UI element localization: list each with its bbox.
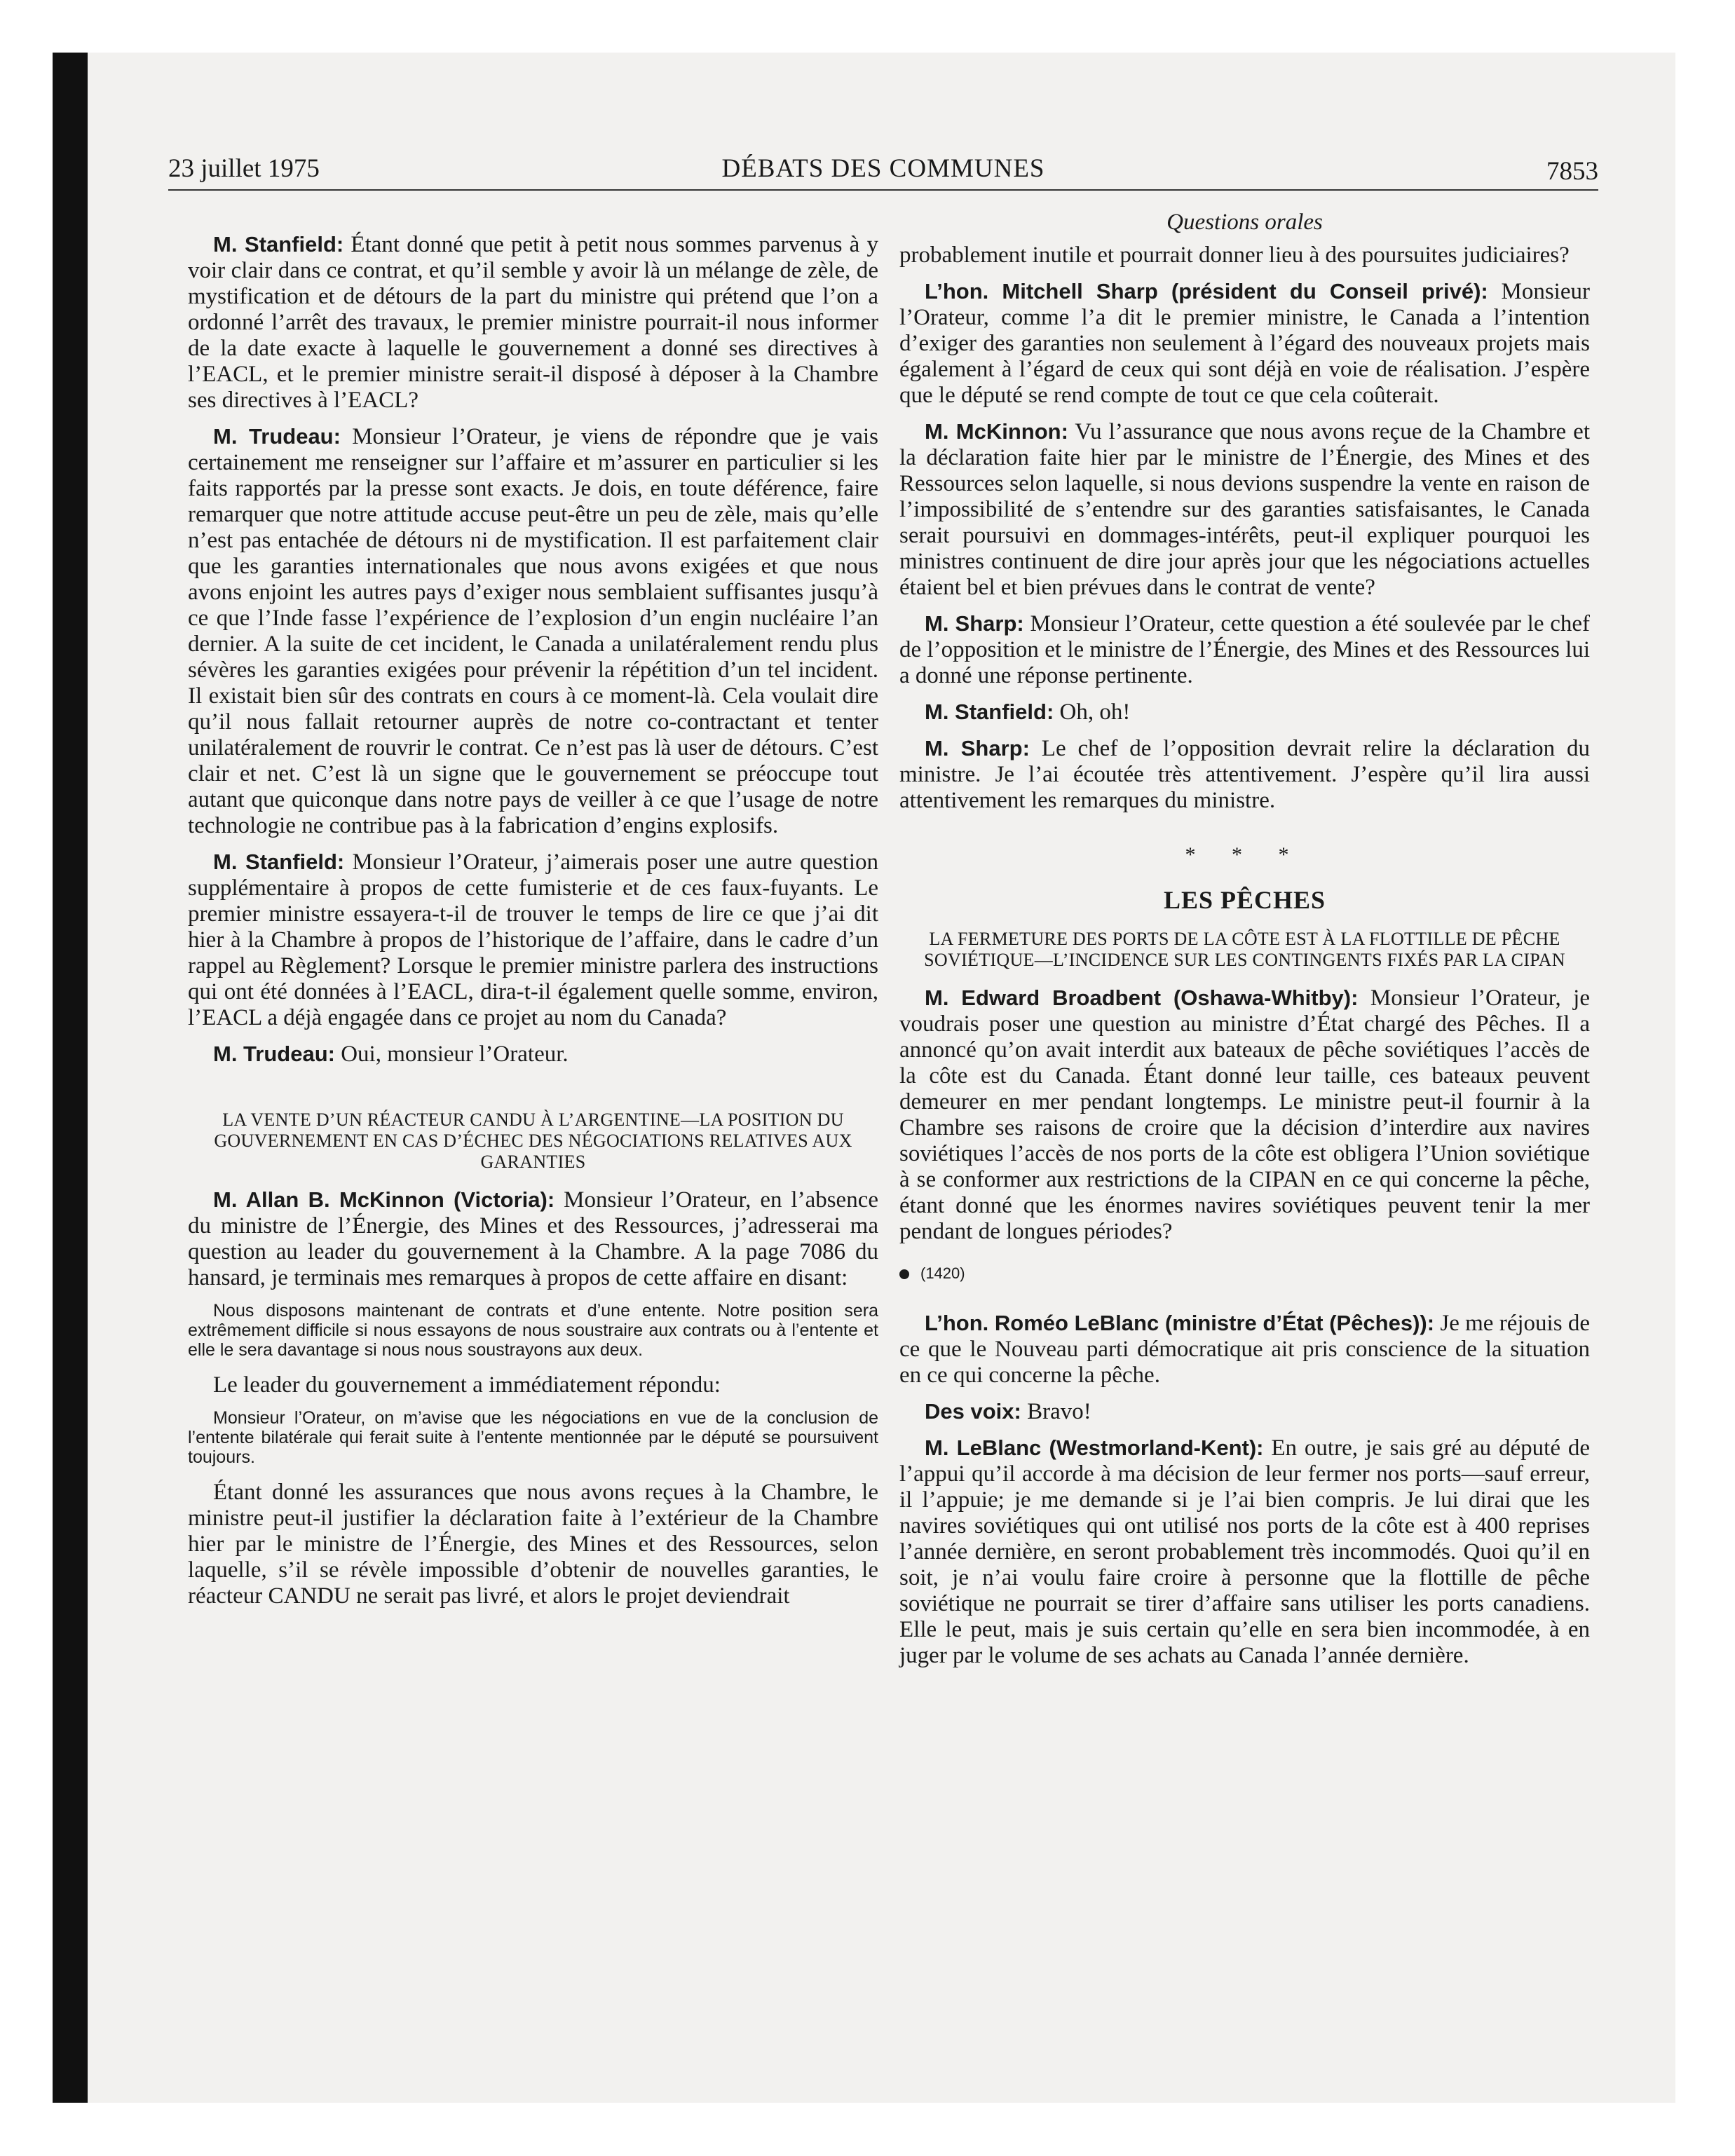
paragraph: Le leader du gouvernement a immédiatement répondu: xyxy=(213,1372,721,1398)
paragraph xyxy=(188,1187,878,1291)
paragraph xyxy=(188,231,878,414)
header-title: DÉBATS DES COMMUNES xyxy=(721,154,1045,183)
paragraph xyxy=(899,735,1590,814)
speaker-name: M. Stanfield: xyxy=(925,700,1054,724)
speech-text: Monsieur l’Orateur, en l’absence du ministre de l’Énergie, des Mines et des Ressources, j’adresserai ma question au leader du gouvernement à la Chambre. A la page 7086 du hansard, je terminais mes remarques à propos de cette affaire en disant: xyxy=(188,1187,878,1290)
timestamp xyxy=(899,1260,1590,1286)
speaker-name: M. Stanfield: xyxy=(213,232,344,257)
speaker-name: L’hon. Roméo LeBlanc (ministre d’État (Pêches)): xyxy=(925,1311,1435,1335)
section-title: LES PÊCHES xyxy=(1163,886,1326,914)
scan-edge xyxy=(53,53,88,2103)
paragraph xyxy=(899,1310,1590,1389)
paragraph xyxy=(188,849,878,1031)
page-header xyxy=(168,150,1598,191)
paragraph: probablement inutile et pourrait donner lieu à des poursuites judiciaires? xyxy=(899,243,1570,268)
speaker-name: M. Stanfield: xyxy=(213,850,345,874)
speech-text: Le chef de l’opposition devrait relire la déclaration du ministre. Je l’ai écoutée très attentivement. J’espère qu’il lira aussi attentivement les remarques du ministre. xyxy=(899,736,1590,813)
right-column xyxy=(899,210,1590,1679)
paragraph xyxy=(899,278,1590,409)
section-label: Questions orales xyxy=(1166,210,1323,235)
page-number: 7853 xyxy=(1546,157,1598,186)
speaker-name: M. Allan B. McKinnon (Victoria): xyxy=(213,1187,555,1212)
speaker-name: M. McKinnon: xyxy=(925,419,1068,444)
separator-stars: * * * xyxy=(1185,843,1305,866)
speech-text: Oh, oh! xyxy=(1054,700,1131,725)
speaker-name: M. Sharp: xyxy=(925,611,1024,636)
speech-text: Étant donné que petit à petit nous sommes parvenus à y voir clair dans ce contrat, et qu’il semble y avoir là un mélange de zèle, de mystification et de détours de la part du ministre qui prétend que l’on a ordonné l’arrêt des travaux, le premier ministre pourrait-il nous informer de la date exacte à laquelle le gouvernement a donné ses directives à l’EACL, et le premier ministre serait-il disposé à déposer à la Chambre ses directives à l’EACL? xyxy=(188,232,878,413)
bullet-icon xyxy=(899,1269,909,1279)
paragraph xyxy=(899,418,1590,601)
speech-text: Bravo! xyxy=(1021,1399,1091,1424)
speaker-name: M. Sharp: xyxy=(925,736,1030,760)
speaker-name: M. Trudeau: xyxy=(213,1042,335,1066)
block-quote xyxy=(188,1408,878,1467)
speech-text: Monsieur l’Orateur, j’aimerais poser une autre question supplémentaire à propos de cette fumisterie et de ces faux-fuyants. Le premier ministre essayera-t-il de trouver le temps de lire ce que j’ai dit hier à la Chambre à propos de l’historique de l’affaire, dans le cadre d’un rappel au Règlement? Lorsque le premier ministre parlera des instructions qui ont été données à l’EACL, dira-t-il également quelle somme, environ, l’EACL a déjà engagée dans ce projet au nom du Canada? xyxy=(188,850,878,1030)
speech-text: Oui, monsieur l’Orateur. xyxy=(334,1042,569,1067)
speaker-name: Des voix: xyxy=(925,1399,1021,1424)
paragraph: Étant donné les assurances que nous avons reçues à la Chambre, le ministre peut-il justifier la déclaration faite à l’extérieur de la Chambre hier par le ministre de l’Énergie, des Mines et des Ressources, selon laquelle, s’il se révèle impossible d’obtenir de nouvelles garanties, le réacteur CANDU ne serait pas livré, et alors le projet deviendrait xyxy=(188,1480,878,1609)
header-date: 23 juillet 1975 xyxy=(168,154,320,183)
quote-text: Monsieur l’Orateur, on m’avise que les négociations en vue de la conclusion de l’entente bilatérale qui ferait suite à l’entente mentionnée par le député se poursuivent toujours. xyxy=(188,1408,878,1467)
paragraph xyxy=(188,423,878,839)
paragraph xyxy=(899,1435,1590,1669)
paragraph xyxy=(899,1398,1590,1425)
speech-text: Vu l’assurance que nous avons reçue de la Chambre et la déclaration faite hier par le ministre de l’Énergie, des Mines et des Ressources selon laquelle, si nous devions suspendre la vente en raison de l’impossibilité de s’entendre sur des garanties satisfaisantes, le Canada serait poursuivi en dommages-intérêts, peut-il expliquer pourquoi les ministres continuent de dire jour après jour que les négociations actuelles étaient bel et bien prévues dans le contrat de vente? xyxy=(899,419,1590,600)
paragraph xyxy=(188,1041,878,1067)
section-heading: LA FERMETURE DES PORTS DE LA CÔTE EST À LA FLOTTILLE DE PÊCHE SOVIÉTIQUE—L’INCIDENCE SUR LES CONTINGENTS FIXÉS PAR LA CIPAN xyxy=(924,929,1565,970)
speech-text: Monsieur l’Orateur, cette question a été soulevée par le chef de l’opposition et le ministre de l’Énergie, des Mines et des Ressources lui a donné une réponse pertinente. xyxy=(899,611,1590,688)
speaker-name: L’hon. Mitchell Sharp (président du Conseil privé): xyxy=(925,279,1488,303)
speaker-name: M. Trudeau: xyxy=(213,424,341,449)
block-quote xyxy=(188,1301,878,1360)
paragraph xyxy=(899,985,1590,1245)
paragraph xyxy=(899,699,1590,725)
left-column xyxy=(188,231,878,1619)
speech-text: Monsieur l’Orateur, je viens de répondre que je vais certainement me renseigner sur l’affaire et m’assurer en particulier si les faits rapportés par la presse sont exacts. Je dois, en toute déférence, faire remarquer que notre attitude accuse peut-être un peu de zèle, mais qu’elle n’est pas entachée de détours ni de mystification. Il est parfaitement clair que les garanties internationales que nous avons exigées et que nous avons enjoint les autres pays d’exiger nous semblaient suffisantes jusqu’à ce que l’Inde fasse l’expérience de l’explosion d’un engin nucléaire l’an dernier. A la suite de cet incident, le Canada a unilatéralement rendu plus sévères les garanties exigées pour prévenir la répétition d’un tel incident. Il existait bien sûr des contrats en cours à ce moment-là. Cela voulait dire qu’il nous fallait retourner auprès de notre co-contractant et tenter unilatéralement de rouvrir le contrat. Ce n’est pas là user de détours. C’est clair et net. C’est là un signe que le gouvernement se préoccupe tout autant que quiconque dans notre pays de veiller à ce que l’usage de notre technologie ne contribue pas à la fabrication d’engins explosifs. xyxy=(188,424,878,838)
section-heading: LA VENTE D’UN RÉACTEUR CANDU À L’ARGENTINE—LA POSITION DU GOUVERNEMENT EN CAS D’ÉCHEC DES NÉGOCIATIONS RELATIVES AUX GARANTIES xyxy=(214,1110,852,1172)
quote-text: Nous disposons maintenant de contrats et d’une entente. Notre position sera extrêmement difficile si nous essayons de nous soustraire aux contrats ou à l’entente et elle le sera davantage si nous nous soustrayons aux deux. xyxy=(188,1301,878,1360)
speech-text: En outre, je sais gré au député de l’appui qu’il accorde à ma décision de leur fermer nos ports—sauf erreur, il l’appuie; je me demande si je l’ai bien compris. Je lui dirai que les navires soviétiques qui ont utilisé nos ports de la côte est à 400 reprises l’année dernière, en seront probablement très incommodés. Quoi qu’il en soit, je n’ai voulu faire croire à personne que la flottille de pêche soviétique ne pourrait se tirer d’affaire sans utiliser les ports canadiens. Elle le peut, mais je suis certain qu’elle en sera bien incommodée, à en juger par le volume de ses achats au Canada l’année dernière. xyxy=(899,1435,1590,1668)
timestamp-text: (1420) xyxy=(920,1264,965,1282)
speech-text: Monsieur l’Orateur, comme l’a dit le premier ministre, le Canada a l’intention d’exiger des garanties non seulement à l’égard des nouveaux projets mais également à l’égard de ceux qui sont déjà en voie de réalisation. J’espère que le député se rend compte de tout ce que cela coûterait. xyxy=(899,279,1590,408)
speech-text: Monsieur l’Orateur, je voudrais poser une question au ministre d’État chargé des Pêches. Il a annoncé qu’on avait interdit aux bateaux de pêche soviétiques l’accès de la côte est du Canada. Étant donné leur taille, ces bateaux peuvent demeurer en mer pendant longtemps. Le ministre peut-il fournir à la Chambre ses raisons de croire que la décision d’interdire aux navires soviétiques l’accès de nos ports de la côte est obligera l’Union soviétique à se conformer aux restrictions de la CIPAN en ce qui concerne la pêche, étant donné que les énormes navires soviétiques peuvent tenir la mer pendant de longues périodes? xyxy=(899,985,1590,1244)
speech-text: Je me réjouis de ce que le Nouveau parti démocratique ait pris conscience de la situation en ce qui concerne la pêche. xyxy=(899,1311,1590,1388)
paragraph xyxy=(899,610,1590,689)
speaker-name: M. LeBlanc (Westmorland-Kent): xyxy=(925,1435,1264,1460)
speaker-name: M. Edward Broadbent (Oshawa-Whitby): xyxy=(925,985,1359,1010)
